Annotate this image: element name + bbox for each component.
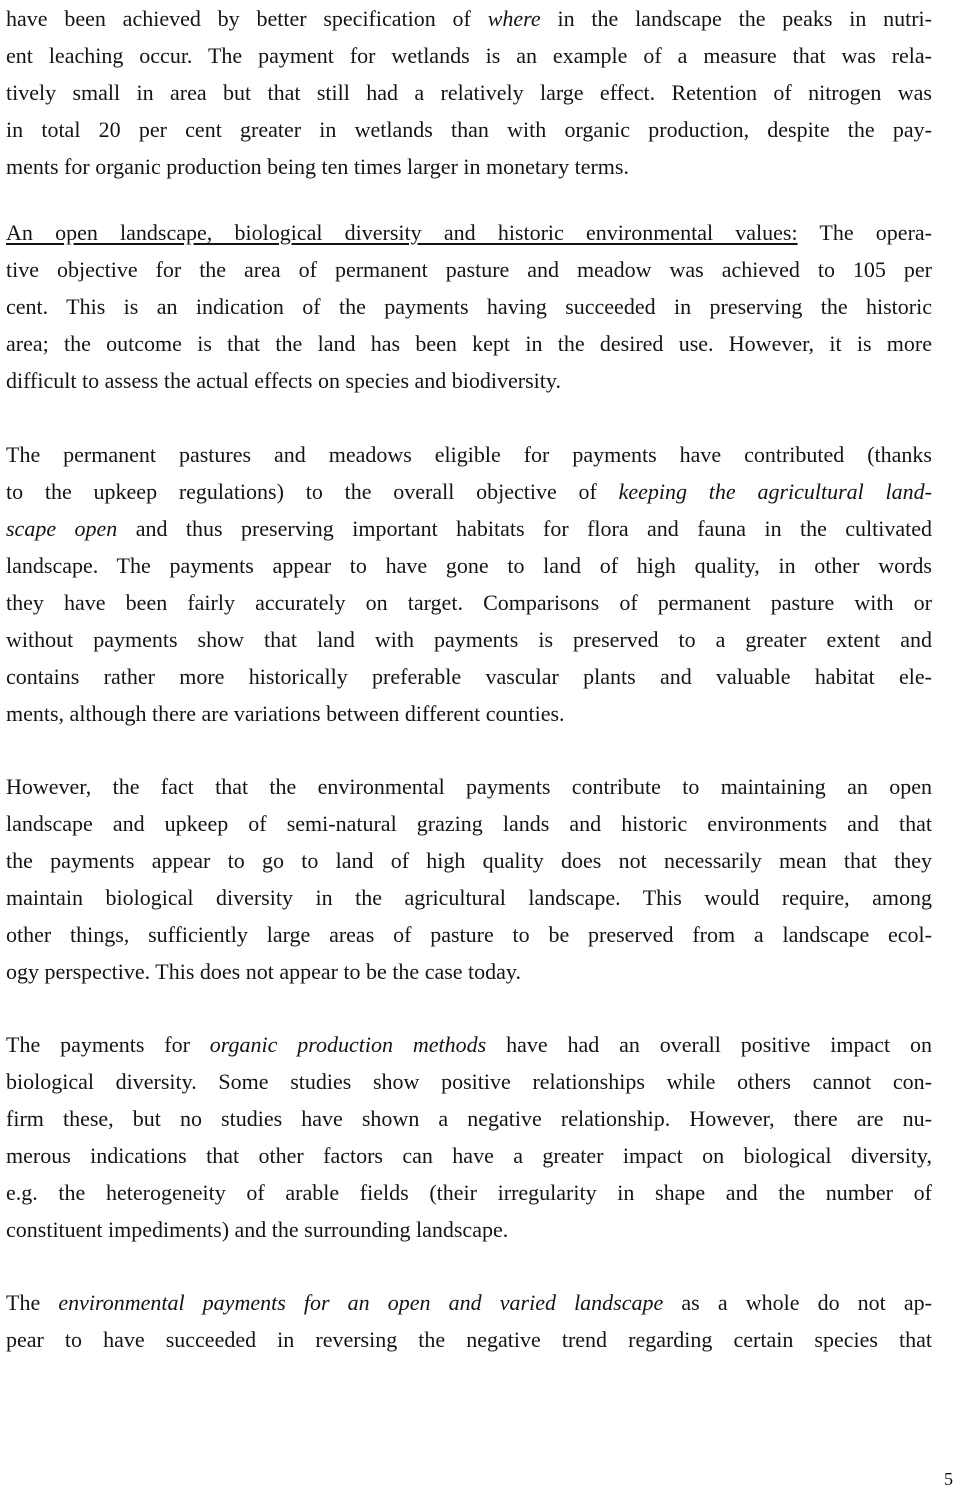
text-line: [6, 325, 932, 362]
text-line: [6, 1284, 932, 1321]
text-line: [6, 842, 932, 879]
text-line: [6, 1211, 932, 1248]
text-line: [6, 584, 932, 621]
text-run: in total 20 per cent greater in wetlands than with organic production, despite the pay-: [6, 117, 932, 142]
emphasis-run: where: [487, 6, 541, 31]
text-run: ent leaching occur. The payment for wetlands is an example of a measure that was rela-: [6, 43, 932, 68]
text-run: tively small in area but that still had a relatively large effect. Retention of nitrogen was: [6, 80, 932, 105]
text-run: However, the fact that the environmental payments contribute to maintaining an open: [6, 774, 932, 799]
text-run: pear to have succeeded in reversing the negative trend regarding certain species that: [6, 1327, 932, 1352]
text-line: [6, 436, 932, 473]
text-line: [6, 658, 932, 695]
text-line: [6, 251, 932, 288]
text-run: in the landscape the peaks in nutri-: [540, 6, 932, 31]
text-line: [6, 1026, 932, 1063]
text-line: [6, 1100, 932, 1137]
text-line: [6, 768, 932, 805]
emphasis-run: scape open: [6, 516, 118, 541]
text-line: [6, 953, 932, 990]
text-line: [6, 1321, 932, 1358]
text-run: maintain biological diversity in the agricultural landscape. This would require, among: [6, 885, 932, 910]
text-run: landscape. The payments appear to have gone to land of high quality, in other words: [6, 553, 932, 578]
section-heading-run: An open landscape, biological diversity and historic environmental values:: [6, 220, 798, 245]
text-run: to the upkeep regulations) to the overall objective of: [6, 479, 619, 504]
text-run: the payments appear to go to land of high quality does not necessarily mean that they: [6, 848, 932, 873]
emphasis-run: keeping the agricultural land-: [618, 479, 932, 504]
text-line: [6, 916, 932, 953]
text-line: [6, 547, 932, 584]
text-run: ments for organic production being ten times larger in monetary terms.: [6, 154, 629, 179]
text-line: [6, 148, 932, 185]
text-line: [6, 288, 932, 325]
text-line: [6, 879, 932, 916]
text-run: ments, although there are variations between different counties.: [6, 701, 565, 726]
text-line: [6, 1174, 932, 1211]
text-run: have been achieved by better specification of: [6, 6, 488, 31]
text-run: The: [6, 1290, 59, 1315]
emphasis-run: organic production methods: [209, 1032, 487, 1057]
text-run: area; the outcome is that the land has been kept in the desired use. However, it is more: [6, 331, 932, 356]
text-run: The permanent pastures and meadows eligible for payments have contributed (thanks: [6, 442, 932, 467]
text-run: The opera-: [797, 220, 932, 245]
text-line: [6, 1063, 932, 1100]
text-line: [6, 362, 932, 399]
text-run: other things, sufficiently large areas of pasture to be preserved from a landscape ecol-: [6, 922, 932, 947]
text-run: difficult to assess the actual effects on species and biodiversity.: [6, 368, 561, 393]
text-line: [6, 510, 932, 547]
text-run: biological diversity. Some studies show positive relationships while others cannot con-: [6, 1069, 932, 1094]
text-run: contains rather more historically preferable vascular plants and valuable habitat ele-: [6, 664, 932, 689]
text-line: [6, 111, 932, 148]
text-run: and thus preserving important habitats for flora and fauna in the cultivated: [117, 516, 933, 541]
text-line: [6, 805, 932, 842]
text-run: tive objective for the area of permanent pasture and meadow was achieved to 105 per: [6, 257, 932, 282]
text-run: constituent impediments) and the surrounding landscape.: [6, 1217, 509, 1242]
text-run: merous indications that other factors can have a greater impact on biological diversity,: [6, 1143, 932, 1168]
text-line: [6, 1137, 932, 1174]
text-run: e.g. the heterogeneity of arable fields (their irregularity in shape and the number of: [6, 1180, 932, 1205]
text-run: ogy perspective. This does not appear to be the case today.: [6, 959, 522, 984]
text-line: [6, 37, 932, 74]
text-run: as a whole do not ap-: [663, 1290, 932, 1315]
text-run: landscape and upkeep of semi-natural grazing lands and historic environments and that: [6, 811, 932, 836]
text-run: have had an overall positive impact on: [486, 1032, 933, 1057]
text-run: The payments for: [6, 1032, 210, 1057]
text-run: without payments show that land with payments is preserved to a greater extent and: [6, 627, 932, 652]
page-number: 5: [944, 1469, 953, 1489]
text-line: [6, 214, 932, 251]
text-run: firm these, but no studies have shown a negative relationship. However, there are nu-: [6, 1106, 932, 1131]
text-run: cent. This is an indication of the payments having succeeded in preserving the historic: [6, 294, 932, 319]
text-line: [6, 695, 932, 732]
text-line: [6, 74, 932, 111]
emphasis-run: environmental payments for an open and varied landscape: [58, 1290, 664, 1315]
text-line: [6, 473, 932, 510]
text-line: [6, 621, 932, 658]
text-line: [6, 0, 932, 37]
text-run: they have been fairly accurately on target. Comparisons of permanent pasture with or: [6, 590, 932, 615]
